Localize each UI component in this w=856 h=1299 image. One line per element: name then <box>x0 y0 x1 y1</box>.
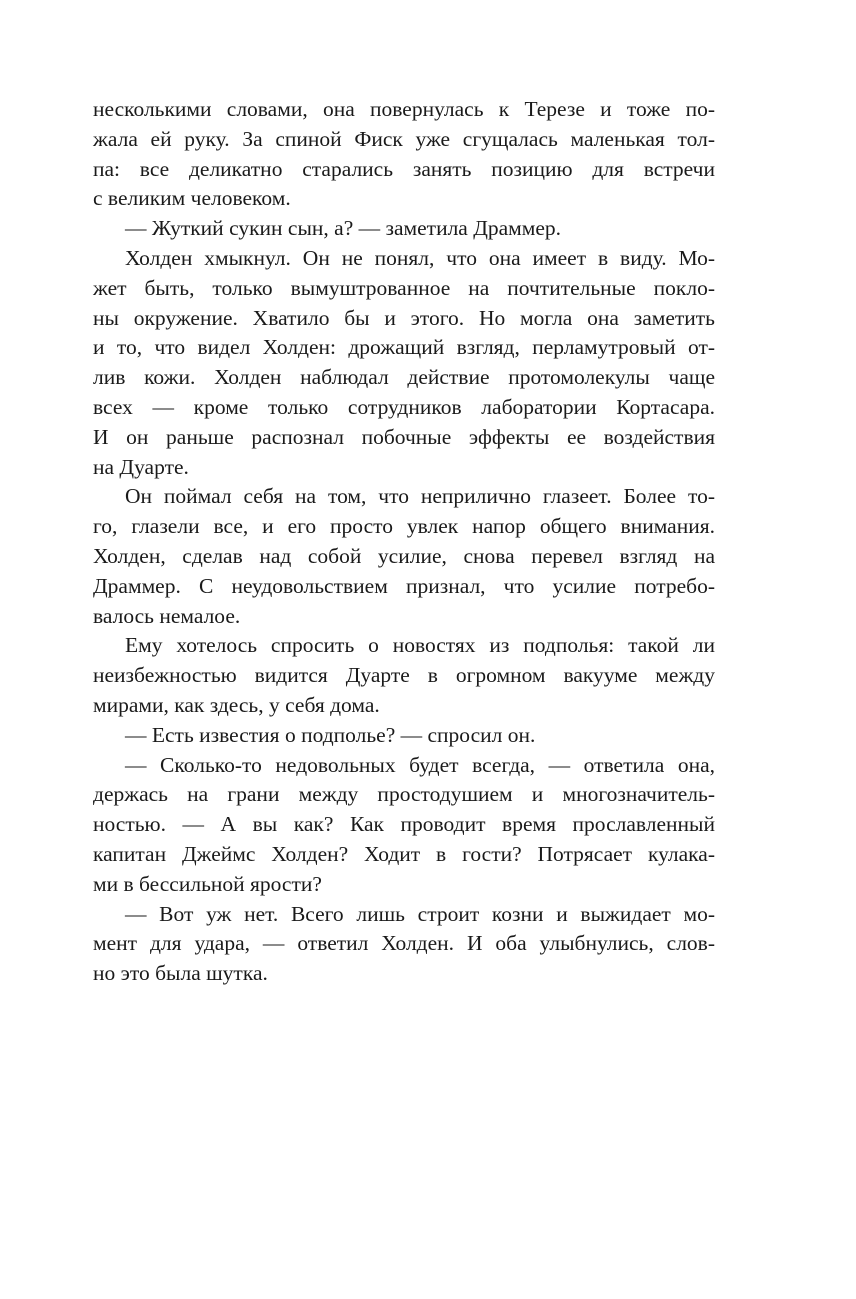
text-line: Он поймал себя на том, что неприлично глазеет. Более то- <box>125 484 715 509</box>
text-line: ми в бессильной ярости? <box>93 871 322 896</box>
text-line: Холден хмыкнул. Он не понял, что она имеет в виду. Мо- <box>125 245 715 270</box>
text-line: капитан Джеймс Холден? Ходит в гости? Потрясает кулака- <box>93 841 715 866</box>
text-line: — Есть известия о подполье? — спросил он. <box>125 722 536 747</box>
text-line: держась на грани между простодушием и многозначитель- <box>93 782 715 807</box>
text-line: — Вот уж нет. Всего лишь строит козни и выжидает мо- <box>125 901 715 926</box>
text-line: лив кожи. Холден наблюдал действие протомолекулы чаще <box>93 365 715 390</box>
text-line: жет быть, только вымуштрованное на почтительные покло- <box>93 275 715 300</box>
text-line: всех — кроме только сотрудников лаборатории Кортасара. <box>93 394 715 419</box>
paragraph <box>93 482 715 631</box>
text-line: Драммер. С неудовольствием признал, что усилие потребо- <box>93 573 715 598</box>
text-line: мент для удара, — ответил Холден. И оба улыбнулись, слов- <box>93 931 715 956</box>
paragraph <box>93 900 715 989</box>
paragraph <box>93 721 715 751</box>
paragraph <box>93 95 715 214</box>
text-line: и то, что видел Холден: дрожащий взгляд, перламутровый от- <box>93 335 715 360</box>
paragraph <box>93 631 715 720</box>
text-line: но это была шутка. <box>93 961 268 986</box>
text-line: И он раньше распознал побочные эффекты ее воздействия <box>93 424 715 449</box>
text-line: го, глазели все, и его просто увлек напор общего внимания. <box>93 514 715 539</box>
paragraph <box>93 214 715 244</box>
text-line: жала ей руку. За спиной Фиск уже сгущалась маленькая тол- <box>93 126 715 151</box>
text-line: неизбежностью видится Дуарте в огромном вакууме между <box>93 663 715 688</box>
text-line: — Сколько-то недовольных будет всегда, — ответила она, <box>125 752 715 777</box>
text-line: Холден, сделав над собой усилие, снова перевел взгляд на <box>93 543 715 568</box>
text-line: несколькими словами, она повернулась к Терезе и тоже по- <box>93 97 715 121</box>
text-line: — Жуткий сукин сын, а? — заметила Драммер. <box>125 216 562 241</box>
paragraph <box>93 244 715 482</box>
text-line: мирами, как здесь, у себя дома. <box>93 692 380 717</box>
text-line: валось немалое. <box>93 603 241 628</box>
text-line: ны окружение. Хватило бы и этого. Но могла она заметить <box>93 305 715 330</box>
text-line: па: все деликатно старались занять позицию для встречи <box>93 156 715 181</box>
paragraph <box>93 751 715 900</box>
text-line: ностью. — А вы как? Как проводит время прославленный <box>93 812 715 837</box>
book-page-text <box>93 95 715 989</box>
text-line: с великим человеком. <box>93 186 291 211</box>
text-line: Ему хотелось спросить о новостях из подполья: такой ли <box>125 633 715 658</box>
text-line: на Дуарте. <box>93 454 189 479</box>
